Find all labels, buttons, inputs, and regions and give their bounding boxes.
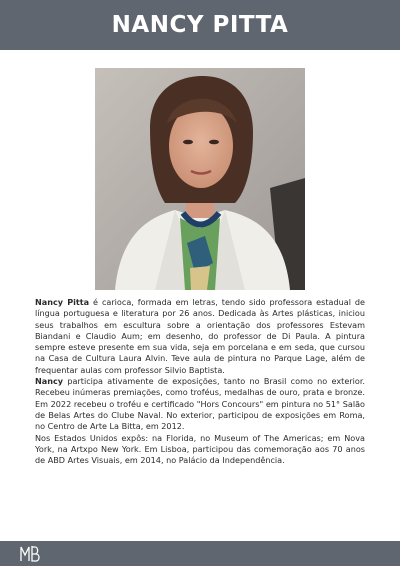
bio-text: participa ativamente de exposições, tanto no Brasil como no exterior. Recebeu inúmeras premiações, como troféus, medalhas de ouro, prata e bronze. Em 2022 recebeu o troféu e certificado "Hors Concours" em pintura no 51° Salão de Belas Artes do Clube Naval. No exterior, participou de exposições em Roma, no Centro de Arte La Bitta, em 2012. [35,376,365,432]
portrait-photo [95,68,305,290]
bio-text: é carioca, formada em letras, tendo sido professora estadual de língua portuguesa e literatura por 26 anos. Dedicada às Artes plásticas, iniciou seus trabalhos em escultura sobre a orientação dos professores Estevam Biandani e Claudio Aum; em desenho, do professor de Di Paula. A pintura sempre esteve presente em sua vida, seja em porcelana e em seda, que cursou na Casa de Cultura Laura Alvin. Teve aula de pintura no Parque Lage, além de frequentar aulas com professor Silvio Baptista. [35,297,365,375]
bio-name: Nancy Pitta [35,297,90,307]
bio-text: Nos Estados Unidos expôs: na Florida, no Museum of The Americas; em Nova York, na Artxpo New York. Em Lisboa, participou das comemoração aos 70 anos de ABD Artes Visuais, em 2014, no Palácio da Independência. [35,432,365,466]
bio-name: Nancy [35,376,64,387]
bio-paragraph-1 [35,297,365,376]
bio-paragraph-2 [35,376,365,432]
bio-paragraph-3 [35,433,365,467]
mb-logo-icon [20,545,42,562]
header-bar [0,0,400,50]
footer-bar [0,541,400,566]
page-title: NANCY PITTA [111,12,289,38]
biography-text [35,297,365,466]
